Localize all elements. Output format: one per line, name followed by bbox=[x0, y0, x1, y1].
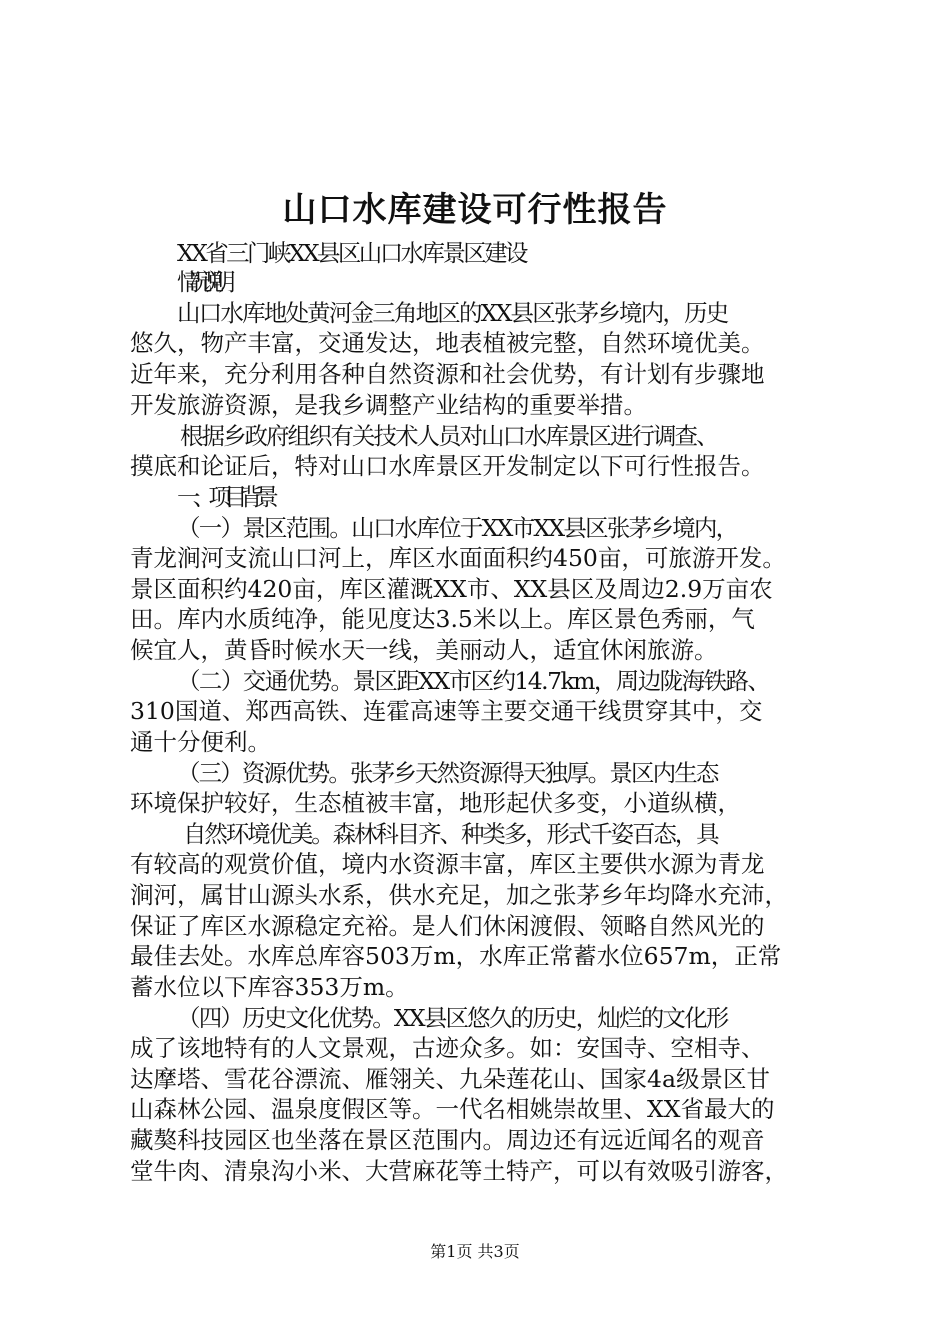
text-line: 悠久，物产丰富，交通发达，地表植被完整，自然环境优美。 bbox=[130, 329, 765, 357]
text-line: 景区面积约420亩，库区灌溉XX市、XX县区及周边2.9万亩农 bbox=[130, 575, 773, 603]
text-line: 310国道、郑西高铁、连霍高速等主要交通干线贯穿其中，交 bbox=[130, 697, 763, 725]
text-line: 摸底和论证后，特对山口水库景区开发制定以下可行性报告。 bbox=[130, 452, 765, 480]
text-line: 涧河，属甘山源头水系，供水充足，加之张茅乡年均降水充沛， bbox=[130, 881, 788, 909]
text-line: XX省三门峡XX县区山口水库景区建设 bbox=[177, 239, 526, 267]
text-line: 环境保护较好，生态植被丰富，地形起伏多变，小道纵横， bbox=[130, 789, 741, 817]
text-line: 山口水库地处黄河金三角地区的XX县区张茅乡境内，历史 bbox=[177, 299, 728, 327]
text-line: 青龙涧河支流山口河上，库区水面面积约450亩，可旅游开发。 bbox=[130, 544, 786, 572]
text-line: 有较高的观赏价值，境内水资源丰富，库区主要供水源为青龙 bbox=[130, 850, 765, 878]
text-line: 成了该地特有的人文景观，古迹众多。如：安国寺、空相寺、 bbox=[130, 1034, 765, 1062]
text-line: 近年来，充分利用各种自然资源和社会优势，有计划有步骤地 bbox=[130, 360, 765, 388]
text-line: 山森林公园、温泉度假区等。一代名相姚崇故里、XX省最大的 bbox=[130, 1095, 775, 1123]
text-line: 开发旅游资源，是我乡调整产业结构的重要举措。 bbox=[130, 391, 647, 419]
text-line: 田。库内水质纯净，能见度达3.5米以上。库区景色秀丽，气 bbox=[130, 605, 755, 633]
text-line: 最佳去处。水库总库容503万m，水库正常蓄水位657m，正常 bbox=[130, 942, 782, 970]
text-line: 藏獒科技园区也坐落在景区范围内。周边还有远近闻名的观音 bbox=[130, 1126, 765, 1154]
text-line: 情况说明 bbox=[177, 268, 224, 296]
text-line: 蓄水位以下库容353万m。 bbox=[130, 973, 409, 1001]
text-line: 一、项目背景 bbox=[177, 483, 271, 511]
text-line: 候宜人，黄昏时候水天一线，美丽动人，适宜休闲旅游。 bbox=[130, 636, 718, 664]
document-title: 山口水库建设可行性报告 bbox=[282, 190, 668, 230]
text-line: （三）资源优势。张茅乡天然资源得天独厚。景区内生态 bbox=[177, 759, 718, 787]
text-line: 自然环境优美。森林科目齐、种类多，形式千姿百态，具 bbox=[183, 820, 718, 848]
text-line: 保证了库区水源稳定充裕。是人们休闲渡假、领略自然风光的 bbox=[130, 912, 765, 940]
text-line: 达摩塔、雪花谷漂流、雁翎关、九朵莲花山、国家4a级景区甘 bbox=[130, 1065, 770, 1093]
text-line: 通十分便利。 bbox=[130, 728, 271, 756]
text-line: 堂牛肉、清泉沟小米、大营麻花等土特产，可以有效吸引游客， bbox=[130, 1157, 788, 1185]
text-line: 根据乡政府组织有关技术人员对山口水库景区进行调查、 bbox=[180, 422, 718, 450]
page-number-footer: 第1页 共3页 bbox=[430, 1242, 520, 1261]
text-line: （二）交通优势。景区距XX市区约14.7km，周边陇海铁路、 bbox=[177, 667, 770, 695]
text-line: （四）历史文化优势。XX县区悠久的历史，灿烂的文化形 bbox=[177, 1004, 728, 1032]
text-line: （一）景区范围。山口水库位于XX市XX县区张茅乡境内， bbox=[177, 514, 738, 542]
